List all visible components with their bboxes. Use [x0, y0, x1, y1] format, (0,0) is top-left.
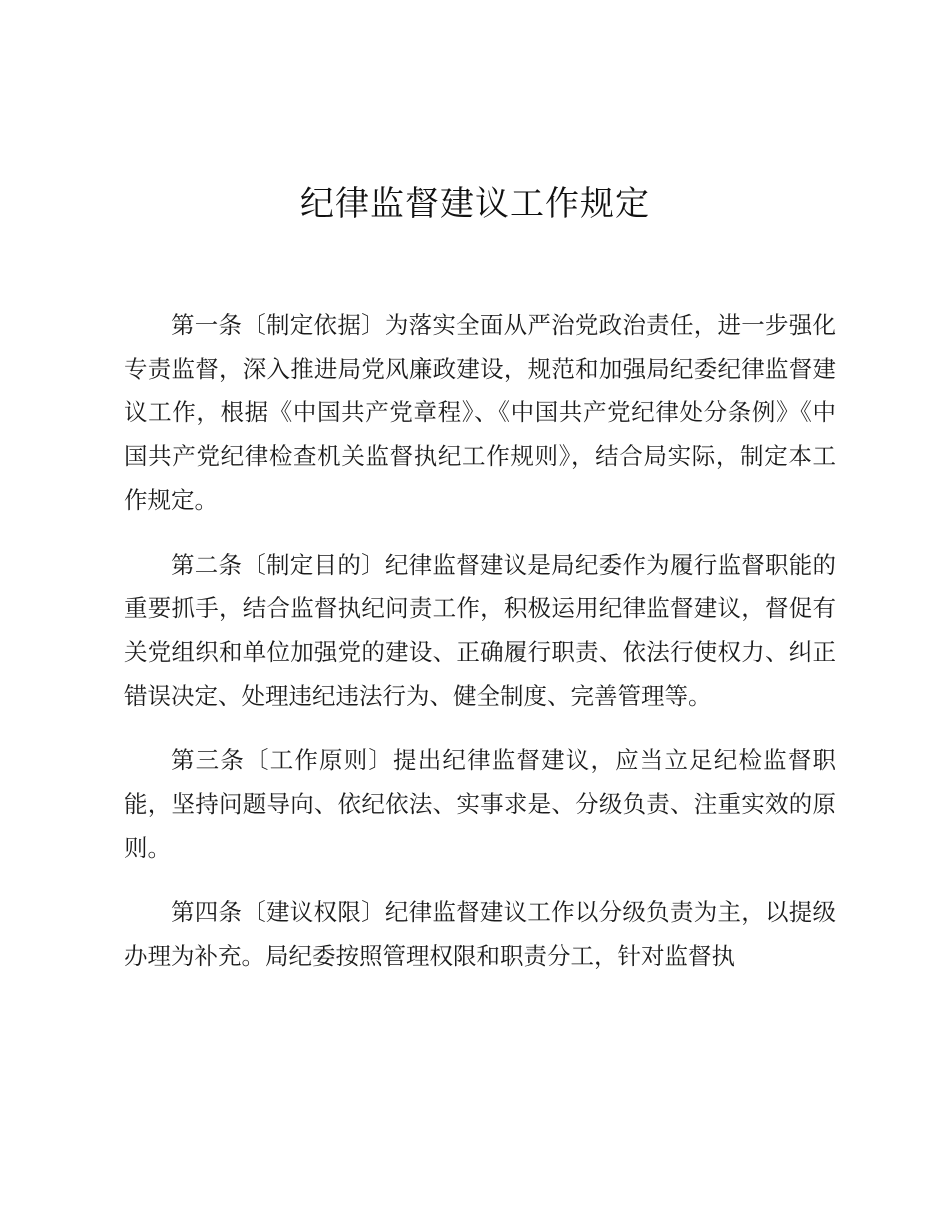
article-3-paragraph: 第三条〔工作原则〕提出纪律监督建议，应当立足纪检监督职能，坚持问题导向、依纪依法、实事求是、分级负责、注重实效的原则。 [124, 746, 836, 862]
article-2-paragraph: 第二条〔制定目的〕纪律监督建议是局纪委作为履行监督职能的重要抓手，结合监督执纪问责工作，积极运用纪律监督建议，督促有关党组织和单位加强党的建设、正确履行职责、依法行使权力、纠正错误决定、处理违纪违法行为、健全制度、完善管理等。 [124, 550, 836, 710]
document-body [124, 304, 836, 1000]
article-4-paragraph: 第四条〔建议权限〕纪律监督建议工作以分级负责为主，以提级办理为补充。局纪委按照管理权限和职责分工，针对监督执 [124, 898, 836, 971]
document-title: 纪律监督建议工作规定 [300, 184, 650, 224]
article-1-paragraph: 第一条〔制定依据〕为落实全面从严治党政治责任，进一步强化专责监督，深入推进局党风廉政建设，规范和加强局纪委纪律监督建议工作，根据《中国共产党章程》、《中国共产党纪律处分条例》《中国共产党纪律检查机关监督执纪工作规则》，结合局实际，制定本工作规定。 [124, 311, 836, 514]
